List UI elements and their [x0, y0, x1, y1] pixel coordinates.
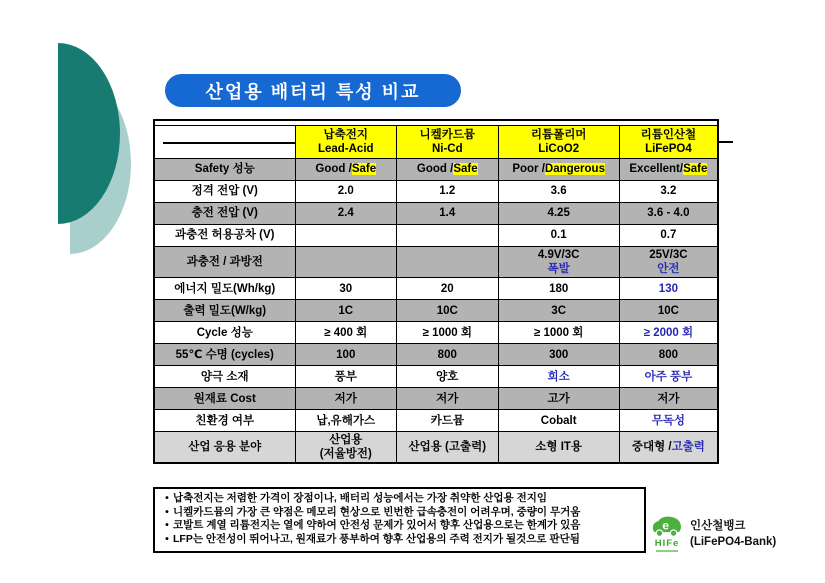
- cell-text: 1C: [338, 304, 354, 317]
- cell-text: 산업용: [329, 434, 363, 447]
- table-cell: [295, 432, 397, 464]
- table-cell: [498, 247, 619, 278]
- note-line: [161, 533, 639, 547]
- table-cell: [498, 181, 619, 203]
- table-cell: [619, 181, 718, 203]
- note-line: [161, 492, 639, 506]
- cell-text: Cobalt: [540, 414, 577, 427]
- cell-text: 풍부: [334, 370, 357, 383]
- cell-text: 무독성: [651, 414, 686, 427]
- cell-text: 800: [658, 348, 678, 361]
- cell-text: 10C: [436, 304, 458, 317]
- cell-text: 0.7: [660, 229, 677, 242]
- table-cell: [397, 278, 499, 300]
- cell-text: 20: [440, 282, 454, 295]
- table-cell: [295, 159, 397, 181]
- cell-text: 1.4: [439, 207, 456, 220]
- cell-text: 고출력: [671, 441, 705, 454]
- table-row: [154, 159, 718, 181]
- column-header-eng: Lead-Acid: [317, 143, 374, 155]
- logo-acronym: HIFe: [654, 538, 680, 549]
- bullet-icon: •: [165, 492, 169, 504]
- table-row: [154, 247, 718, 278]
- table-cell: [619, 366, 718, 388]
- table-cell: [295, 225, 397, 247]
- cell-text: ≥ 1000 회: [422, 326, 472, 339]
- cell-text: Good /: [315, 163, 352, 176]
- cell-text: (저율방전): [319, 448, 372, 461]
- cell-text: 800: [437, 348, 457, 361]
- notes-box: [153, 487, 646, 553]
- table-cell: [498, 432, 619, 464]
- table-cell: [619, 225, 718, 247]
- row-label: 충전 전압 (V): [154, 203, 295, 225]
- table-cell: [498, 366, 619, 388]
- table-cell: [619, 300, 718, 322]
- column-header-eng: LiFePO4: [645, 143, 692, 155]
- table-cell: [397, 322, 499, 344]
- table-row: [154, 388, 718, 410]
- row-label: 양극 소재: [154, 366, 295, 388]
- table-cell: [397, 225, 499, 247]
- table-cell: [619, 432, 718, 464]
- cell-text: 0.1: [550, 229, 567, 242]
- row-label: Safety 성능: [154, 159, 295, 181]
- column-header-licoo2: [498, 126, 619, 159]
- table-cell: [295, 203, 397, 225]
- header-corner-cell: [154, 126, 295, 159]
- cell-text: 130: [658, 282, 678, 295]
- table-row: [154, 278, 718, 300]
- cell-text: ≥ 2000 회: [643, 326, 694, 339]
- cell-text: 180: [549, 282, 569, 295]
- cell-text: 25V/3C: [649, 249, 688, 261]
- cell-text: 희소: [547, 370, 570, 383]
- column-header-kor: 리튬폴리머: [530, 128, 587, 141]
- table-row: [154, 432, 718, 464]
- org-name-line1: 인산철뱅크: [690, 520, 746, 532]
- cell-text: Dangerous: [544, 163, 605, 176]
- cell-text: 납,유해가스: [316, 414, 376, 427]
- cell-text: 2.0: [337, 185, 354, 198]
- row-label: 에너지 밀도(Wh/kg): [154, 278, 295, 300]
- cell-text: 30: [339, 282, 353, 295]
- cell-text: 중대형 /: [631, 441, 672, 454]
- cell-text: Safe: [351, 163, 377, 176]
- table-cell: [498, 410, 619, 432]
- row-label: 과충전 / 과방전: [154, 247, 295, 278]
- cell-text: 2.4: [337, 207, 354, 220]
- cell-text: 3C: [551, 304, 566, 317]
- org-name-line2: (LiFePO4-Bank): [690, 535, 777, 548]
- table-row: [154, 181, 718, 203]
- cell-text: 4.9V/3C: [537, 249, 580, 261]
- table-cell: [619, 322, 718, 344]
- cell-text: 소형 IT용: [535, 441, 583, 454]
- cell-text: ≥ 400 회: [324, 326, 368, 339]
- column-header-eng: LiCoO2: [538, 143, 580, 155]
- table-cell: [619, 278, 718, 300]
- table-cell: [498, 225, 619, 247]
- table-cell: [619, 344, 718, 366]
- cell-text: ≥ 1000 회: [533, 326, 584, 339]
- cell-text: 3.6: [550, 185, 567, 198]
- cell-text: 양호: [436, 370, 459, 383]
- table-cell: [397, 203, 499, 225]
- cell-text: 3.6 - 4.0: [647, 207, 690, 220]
- footer-logo: [649, 515, 776, 552]
- table-cell: [397, 181, 499, 203]
- column-header-kor: 납축전지: [323, 128, 368, 141]
- cell-text: Good /: [416, 163, 454, 176]
- table-cell: [498, 159, 619, 181]
- table-row: [154, 203, 718, 225]
- table-cell: [498, 203, 619, 225]
- row-label: 55℃ 수명 (cycles): [154, 344, 295, 366]
- table-cell: [397, 432, 499, 464]
- table-row: [154, 366, 718, 388]
- bullet-icon: •: [165, 505, 169, 518]
- cell-text: 고가: [547, 392, 570, 405]
- battery-comparison-table: [153, 119, 719, 464]
- cell-text: Poor /: [512, 163, 545, 176]
- table-cell: [397, 388, 499, 410]
- cell-text: 1.2: [439, 185, 456, 198]
- ev-car-icon: [651, 515, 683, 538]
- table-cell: [295, 388, 397, 410]
- table-cell: [619, 203, 718, 225]
- table-cell: [498, 300, 619, 322]
- row-label: 과충전 허용공차 (V): [154, 225, 295, 247]
- table-row: [154, 225, 718, 247]
- cell-text: 3.2: [660, 185, 677, 198]
- table-row: [154, 410, 718, 432]
- battery-table-body: [154, 120, 718, 463]
- table-cell: [295, 344, 397, 366]
- table-cell: [498, 278, 619, 300]
- column-header-eng: Ni-Cd: [431, 143, 463, 155]
- column-header-lifepo4: [619, 126, 718, 159]
- cell-text: 10C: [657, 304, 679, 317]
- table-cell: [295, 410, 397, 432]
- cell-text: Excellent/: [629, 163, 684, 176]
- column-header-leadacid: [295, 126, 397, 159]
- header-callout-dash: [719, 141, 733, 143]
- corner-line: [163, 142, 295, 144]
- cell-text: 4.25: [547, 207, 570, 220]
- bullet-icon: •: [165, 519, 169, 532]
- cell-text: 저가: [334, 392, 357, 405]
- cell-text: 300: [549, 348, 569, 361]
- note-line: [161, 506, 639, 520]
- table-cell: [397, 366, 499, 388]
- cell-text: Safe: [453, 163, 478, 176]
- table-row: [154, 322, 718, 344]
- cell-text: 카드뮴: [430, 414, 464, 427]
- bullet-icon: •: [165, 532, 169, 545]
- row-label: Cycle 성능: [154, 322, 295, 344]
- table-cell: [498, 322, 619, 344]
- logo-tagline-bar: [656, 550, 678, 552]
- table-cell: [619, 247, 718, 278]
- cell-text: 산업용 (고출력): [408, 441, 487, 454]
- table-cell: [295, 247, 397, 278]
- table-cell: [498, 388, 619, 410]
- svg-text:e: e: [662, 518, 670, 533]
- note-text: 니켈카드뮴의 가장 큰 약점은 메모리 현상으로 빈번한 급속충전이 어려우며, 중량이 무거움: [173, 505, 581, 518]
- table-cell: [295, 181, 397, 203]
- cell-text: 폭발: [547, 263, 570, 276]
- cell-text: 아주 풍부: [644, 370, 693, 383]
- row-label: 원재료 Cost: [154, 388, 295, 410]
- table-cell: [295, 300, 397, 322]
- table-cell: [498, 344, 619, 366]
- table-header-row: [154, 126, 718, 159]
- table-row: [154, 300, 718, 322]
- table-cell: [397, 410, 499, 432]
- cell-text: 저가: [436, 392, 459, 405]
- page-title: 산업용 배터리 특성 비교: [165, 74, 461, 107]
- row-label: 출력 밀도(W/kg): [154, 300, 295, 322]
- table-cell: [397, 344, 499, 366]
- column-header-kor: 리튬인산철: [640, 128, 697, 141]
- table-cell: [397, 159, 499, 181]
- row-label: 친환경 여부: [154, 410, 295, 432]
- table-cell: [295, 322, 397, 344]
- logo-column: [649, 515, 685, 552]
- cell-text: 100: [336, 348, 356, 361]
- table-row: [154, 344, 718, 366]
- column-header-kor: 니켈카드뮴: [419, 128, 476, 141]
- table-cell: [619, 388, 718, 410]
- row-label: 산업 응용 분야: [154, 432, 295, 464]
- table-cell: [397, 300, 499, 322]
- note-text: LFP는 안전성이 뛰어나고, 원재료가 풍부하여 향후 산업용의 주력 전지가 될것으로 판단됨: [173, 532, 580, 545]
- row-label: 정격 전압 (V): [154, 181, 295, 203]
- cell-text: 저가: [657, 392, 680, 405]
- table-cell: [295, 366, 397, 388]
- note-line: [161, 519, 639, 533]
- note-text: 납축전지는 저렴한 가격이 장점이나, 배터리 성능에서는 가장 취약한 산업용 전지임: [173, 492, 548, 504]
- note-text: 코발트 계열 리튬전지는 열에 약하여 안전성 문제가 있어서 향후 산업용으로는 한계가 있음: [173, 519, 581, 532]
- table-cell: [619, 159, 718, 181]
- column-header-nicd: [397, 126, 499, 159]
- table-cell: [295, 278, 397, 300]
- organization-name: [690, 515, 776, 550]
- cell-text: 안전: [657, 263, 680, 276]
- table-cell: [619, 410, 718, 432]
- cell-text: Safe: [683, 163, 708, 176]
- table-cell: [397, 247, 499, 278]
